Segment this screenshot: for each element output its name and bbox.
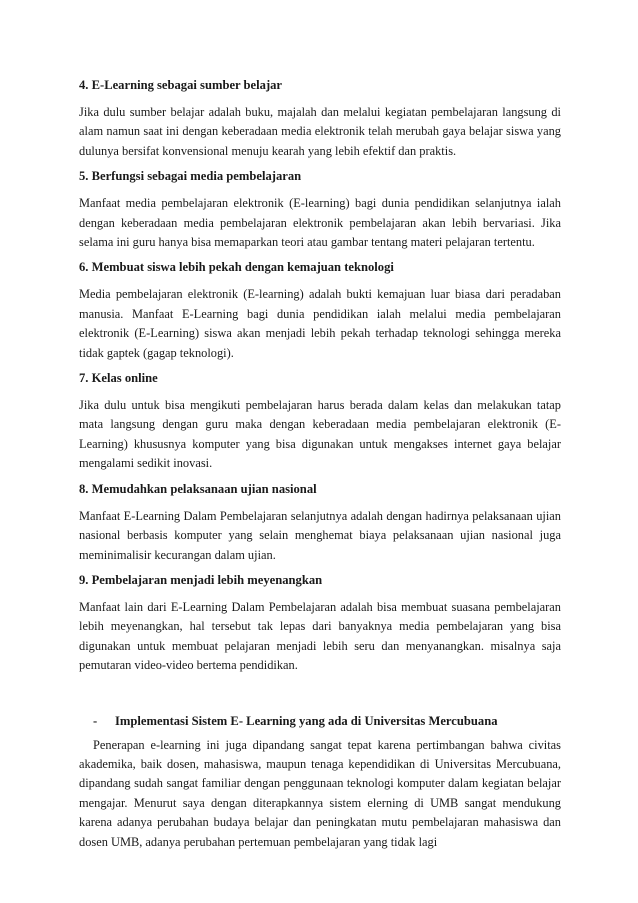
section-kemajuan-teknologi — [79, 258, 561, 363]
section-heading: 7. Kelas online — [79, 371, 158, 386]
section-heading: 5. Berfungsi sebagai media pembelajaran — [79, 169, 302, 184]
section-paragraph: Media pembelajaran elektronik (E-learning) adalah bukti kemajuan luar biasa dari peradaban manusia. Manfaat E-Learning bagi dunia pendidikan ialah melalui media pembelajaran elektronik (E-Learning) siswa akan menjadi lebih pekah terhadap teknologi sehingga mereka tidak gaptek (gagap teknologi). — [79, 287, 561, 360]
section-paragraph: Jika dulu untuk bisa mengikuti pembelajaran harus berada dalam kelas dan melakukan tatap mata langsung dengan guru maka dengan keberadaan media pembelajaran elektronik (E-Learning) khususnya komputer yang bisa digunakan untuk mengakses internet gaya belajar mengalami sedikit inovasi. — [79, 398, 561, 471]
section-implementasi — [79, 712, 561, 852]
section-spacer — [79, 682, 561, 712]
implementation-paragraph: Penerapan e-learning ini juga dipandang sangat tepat karena pertimbangan bahwa civitas akademika, baik dosen, mahasiswa, maupun tenaga kependidikan di Universitas Mercubuana, dipandang sudah sangat familiar dengan penggunaan teknologi komputer dalam kegiatan belajar mengajar. Menurut saya dengan diterapkannya sistem elerning di UMB sangat mendukung karena adanya perubahan budaya belajar dan peningkatan mutu pembelajaran mahasiswa dan dosen UMB, adanya perubahan pertemuan pembelajaran yang tidak lagi — [79, 737, 561, 849]
document-page — [79, 76, 561, 852]
section-heading: 9. Pembelajaran menjadi lebih meyenangkan — [79, 572, 323, 587]
section-paragraph: Manfaat media pembelajaran elektronik (E-learning) bagi dunia pendidikan selanjutnya ialah dengan keberadaan media pembelajaran elektronik pembelajaran akan lebih bervariasi. Jika selama ini guru hanya bisa memaparkan teori atau gambar tentang materi pelajaran tertentu. — [79, 196, 561, 250]
section-paragraph: Jika dulu sumber belajar adalah buku, majalah dan melalui kegiatan pembelajaran langsung di alam namun saat ini dengan keberadaan media elektronik telah merubah gaya belajar siswa yang dulunya bersifat konvensional menuju kearah yang lebih efektif dan praktis. — [79, 105, 561, 158]
section-heading: 6. Membuat siswa lebih pekah dengan kemajuan teknologi — [79, 260, 394, 275]
section-pembelajaran-meyenangkan — [79, 571, 561, 676]
section-heading: 8. Memudahkan pelaksanaan ujian nasional — [79, 481, 317, 496]
section-media-pembelajaran — [79, 167, 561, 252]
section-paragraph: Manfaat lain dari E-Learning Dalam Pembelajaran adalah bisa membuat suasana pembelajaran lebih meyenangkan, hal tersebut tak lepas dari banyaknya media pembelajaran yang bisa digunakan untuk membuat pelajaran menjadi lebih seru dan menyanangkan. misalnya saja pemutaran video-video bertema pendidikan. — [79, 599, 561, 673]
bullet-dash: - — [93, 713, 98, 728]
section-paragraph: Manfaat E-Learning Dalam Pembelajaran selanjutnya adalah dengan hadirnya pelaksanaan ujian nasional berbasis komputer yang selain menghemat biaya pelaksanaan ujian nasional juga meminimalisir kecurangan dalam ujian. — [79, 508, 561, 562]
section-e-learning-sumber-belajar — [79, 76, 561, 161]
section-kelas-online — [79, 369, 561, 474]
implementation-heading — [79, 712, 561, 730]
section-heading: 4. E-Learning sebagai sumber belajar — [79, 78, 283, 92]
implementation-heading-text: Implementasi Sistem E- Learning yang ada di Universitas Mercubuana — [115, 713, 498, 728]
section-ujian-nasional — [79, 480, 561, 565]
